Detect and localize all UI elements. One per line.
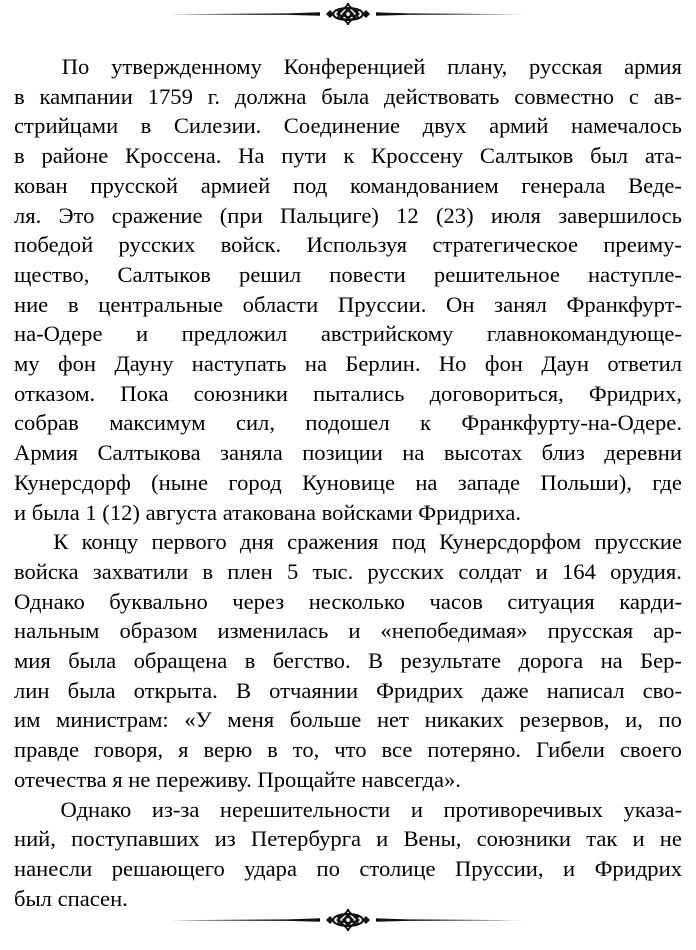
word: поступавших [71,826,200,852]
word: несколько [308,588,405,614]
text-line [14,676,682,706]
word: двух [422,113,467,139]
word: Пока [120,380,169,406]
decorative-rule-bottom [170,908,526,932]
word: 164 [561,558,596,584]
text-line [14,527,682,557]
text-line [14,290,682,320]
word: Он [446,291,475,317]
word: образом [119,618,198,644]
word: По [61,54,90,79]
word: союзники [193,380,289,406]
word: Петербурга [250,826,361,852]
word: июля [490,202,541,228]
word: войска [14,558,79,584]
word: открыта. [133,677,218,703]
word: отчаянии [269,677,359,703]
word: Силезии. [173,113,262,139]
word: союзники [476,826,572,852]
text-line [14,468,682,498]
word: Это [58,202,95,228]
word: Но [438,351,467,377]
word: нальным [14,618,100,644]
word: на [304,351,327,377]
word: по [316,855,340,881]
word: нерешительности [219,796,391,822]
ornament-bottom [0,908,696,932]
word: меня [227,707,275,733]
word: русских [118,232,196,258]
paragraph-2 [14,527,682,794]
word: высотах [443,440,523,466]
word: с [628,83,639,109]
word: занял [494,291,547,317]
word: Фридрих [594,855,682,881]
word: под [391,529,426,555]
word: заняла [220,440,283,466]
word: главнокомандующе- [486,321,682,347]
word: плану, [447,54,508,79]
word: никаких [424,707,504,733]
word: своего [619,737,682,763]
word: Куновице [302,469,396,495]
word: в [202,558,214,584]
word: стратегическое [432,232,578,258]
word: щество, [14,261,90,287]
text-line [14,408,682,438]
decorative-rule-icon [170,3,526,25]
word: результате [400,648,502,674]
word: написал [546,677,625,703]
word: ситуация [507,588,595,614]
word: не [659,826,682,852]
text-line [14,260,682,290]
text-line [14,557,682,587]
word: утвержденному [111,54,262,79]
word: «У [184,707,212,733]
word: буквально [109,588,208,614]
word: Гибели [535,737,605,763]
word: прусской [90,172,179,198]
word: Даун [541,351,589,377]
word: генерала [521,172,606,198]
word: захватили [92,558,189,584]
word: правде [14,737,80,763]
text-line [14,349,682,379]
word: была [68,648,117,674]
text-line [14,587,682,617]
word: намечалось [571,113,682,139]
word: и [562,855,576,881]
word: ответил [607,351,682,377]
word: нанесли [14,855,93,881]
word: договориться, [429,380,564,406]
word: потеряно. [427,737,522,763]
word: бегство. [272,648,351,674]
word: Однако [14,588,85,614]
word: Вены, [403,826,462,852]
word: солдат [458,558,522,584]
word: министрам: [56,707,169,733]
word: Польши), [540,469,632,495]
word: Кроссена. [125,143,222,169]
word: действовать [384,83,500,109]
word: верю [203,737,253,763]
paragraph-3 [14,795,682,914]
word: ний, [14,826,56,852]
word: (при [219,202,263,228]
word: центральные [98,291,223,317]
text-line [14,646,682,676]
word: «непобедимая» [380,618,528,644]
word: Веде- [628,172,682,198]
word: Армия [14,440,79,466]
ornament-top [0,2,696,26]
text-line [14,438,682,468]
word: в [140,113,152,139]
word: победой [14,232,94,258]
word: ав- [653,83,682,109]
word: Франкфурту-на-Одере. [461,410,682,436]
word: войск. [220,232,282,258]
word: На [238,143,265,169]
word: В [368,648,384,674]
word: пути [281,143,327,169]
word: так [586,826,618,852]
word: в [14,83,25,109]
word: лин [14,677,50,703]
word: Кунерсдорф [14,469,131,495]
word: прусская [547,618,634,644]
word: даже [481,677,529,703]
word: где [652,469,682,495]
word: Салтыков [479,143,574,169]
word: г. [207,83,221,109]
word: 5 [286,558,299,584]
word: из [214,826,236,852]
word: Используя [306,232,408,258]
word: позиции [302,440,383,466]
word: и [410,796,423,822]
word: русская [529,54,603,79]
word: му [14,351,40,377]
text-line [14,141,682,171]
word: противоречивых [443,796,603,822]
word: и [376,826,389,852]
word: из-за [151,796,200,822]
word: наступать [191,351,287,377]
first-line-indent [14,527,40,557]
word: К [53,529,69,555]
word: через [232,588,285,614]
text-line [14,201,682,231]
word: наступле- [588,261,682,287]
word: Однако [60,796,132,822]
word: армий [489,113,549,139]
first-line-indent [14,795,40,825]
word: Кроссену [371,143,464,169]
word: и, [625,707,643,733]
first-line-indent [14,52,40,82]
text-line [14,795,682,825]
word: западе [457,469,521,495]
word: повести [329,261,406,287]
word: близ [541,440,585,466]
word: армией [200,172,271,198]
text-line [14,171,682,201]
word: тыс. [312,558,354,584]
word: часов [429,588,483,614]
word: ар- [653,618,682,644]
word: Бер- [640,648,682,674]
decorative-rule-top [170,2,526,26]
word: в [244,648,256,674]
word: на [600,648,623,674]
word: на [402,440,425,466]
word: я [178,737,189,763]
word: максимум [109,410,206,436]
word: под [293,172,328,198]
text-line [14,379,682,409]
word: Конференцией [283,54,426,79]
word: Франкфурт- [566,291,682,317]
word: в [267,737,278,763]
word: Салтыкова [97,440,201,466]
word: австрийскому [320,321,454,347]
word: (23) [435,202,474,228]
word: фон [484,351,523,377]
text-line [14,111,682,141]
word: стрийцами [14,113,119,139]
word: Пальциге) [280,202,379,228]
word: сил, [235,410,275,436]
text-line [14,52,682,82]
word: 12 [396,202,419,228]
word: сво- [642,677,682,703]
word: завершилось [558,202,682,228]
word: была [321,83,370,109]
word: в [67,291,79,317]
word: решил [239,261,302,287]
word: орудия. [610,558,682,584]
word: прусские [594,529,682,555]
word: преиму- [603,232,682,258]
word: ата- [644,143,682,169]
paragraph-1 [14,52,682,527]
floral-diamond [336,3,366,25]
text-line [14,82,682,112]
word: была [67,677,116,703]
word: деревни [604,440,682,466]
text-line [14,735,682,765]
word: В [235,677,252,703]
word: плен [227,558,273,584]
word: то, [292,737,320,763]
word: и [348,618,361,644]
text-line: отечества я не переживу. Прощайте навсегда». [14,766,461,792]
word: концу [81,529,139,555]
word: ля. [14,202,42,228]
article-body [14,52,682,913]
word: и [136,321,149,347]
word: что [334,737,367,763]
word: изменилась [217,618,329,644]
word: должна [234,83,307,109]
word: указа- [623,796,682,822]
word: нет [376,707,409,733]
word: предложил [181,321,288,347]
word: Кунерсдорфом [439,529,582,555]
word: отказом. [14,380,96,406]
word: дорога [518,648,584,674]
word: пытались [313,380,405,406]
text-line: и была 1 (12) августа атакована войсками Фридриха. [14,499,522,525]
word: первого [151,529,227,555]
word: дня [239,529,274,555]
word: решительное [433,261,560,287]
word: собрав [14,410,79,436]
word: области [242,291,319,317]
word: больше [289,707,362,733]
word: Соединение [283,113,401,139]
word: подошел [305,410,390,436]
word: к [343,143,355,169]
word: Пруссии, [454,855,544,881]
word: Дауну [114,351,174,377]
word: 1759 [147,83,193,109]
text-line [14,854,682,884]
word: все [381,737,413,763]
word: решающего [111,855,225,881]
word: фон [57,351,97,377]
word: ние [14,291,49,317]
word: был [590,143,629,169]
word: совместно [514,83,614,109]
word: по [658,707,682,733]
word: удара [244,855,297,881]
word: сражения [287,529,379,555]
text-line [14,230,682,260]
word: кован [14,172,68,198]
word: Салтыков [117,261,211,287]
word: сражение [111,202,203,228]
word: Фридрих, [588,380,682,406]
word: им [14,707,41,733]
word: резервов, [519,707,610,733]
word: карди- [619,588,682,614]
word: в [14,143,25,169]
word: Пруссии. [337,291,427,317]
word: столице [359,855,436,881]
word: Фридрих [376,677,464,703]
word: говоря, [94,737,164,763]
word: обращена [133,648,228,674]
text-line [14,824,682,854]
word: и [632,826,645,852]
word: мия [14,648,51,674]
decorative-rule-icon [170,909,526,931]
word: на-Одере [14,321,103,347]
word: Берлин. [345,351,421,377]
word: город [228,469,282,495]
word: (ныне [151,469,209,495]
word: русских [367,558,445,584]
word: и [535,558,548,584]
word: командованием [349,172,499,198]
text-line [14,705,682,735]
word: к [419,410,431,436]
text-line: был спасен. [14,885,128,911]
word: на [415,469,438,495]
text-line [14,616,682,646]
text-line [14,319,682,349]
word: армия [624,54,682,79]
word: районе [41,143,109,169]
word: кампании [39,83,133,109]
